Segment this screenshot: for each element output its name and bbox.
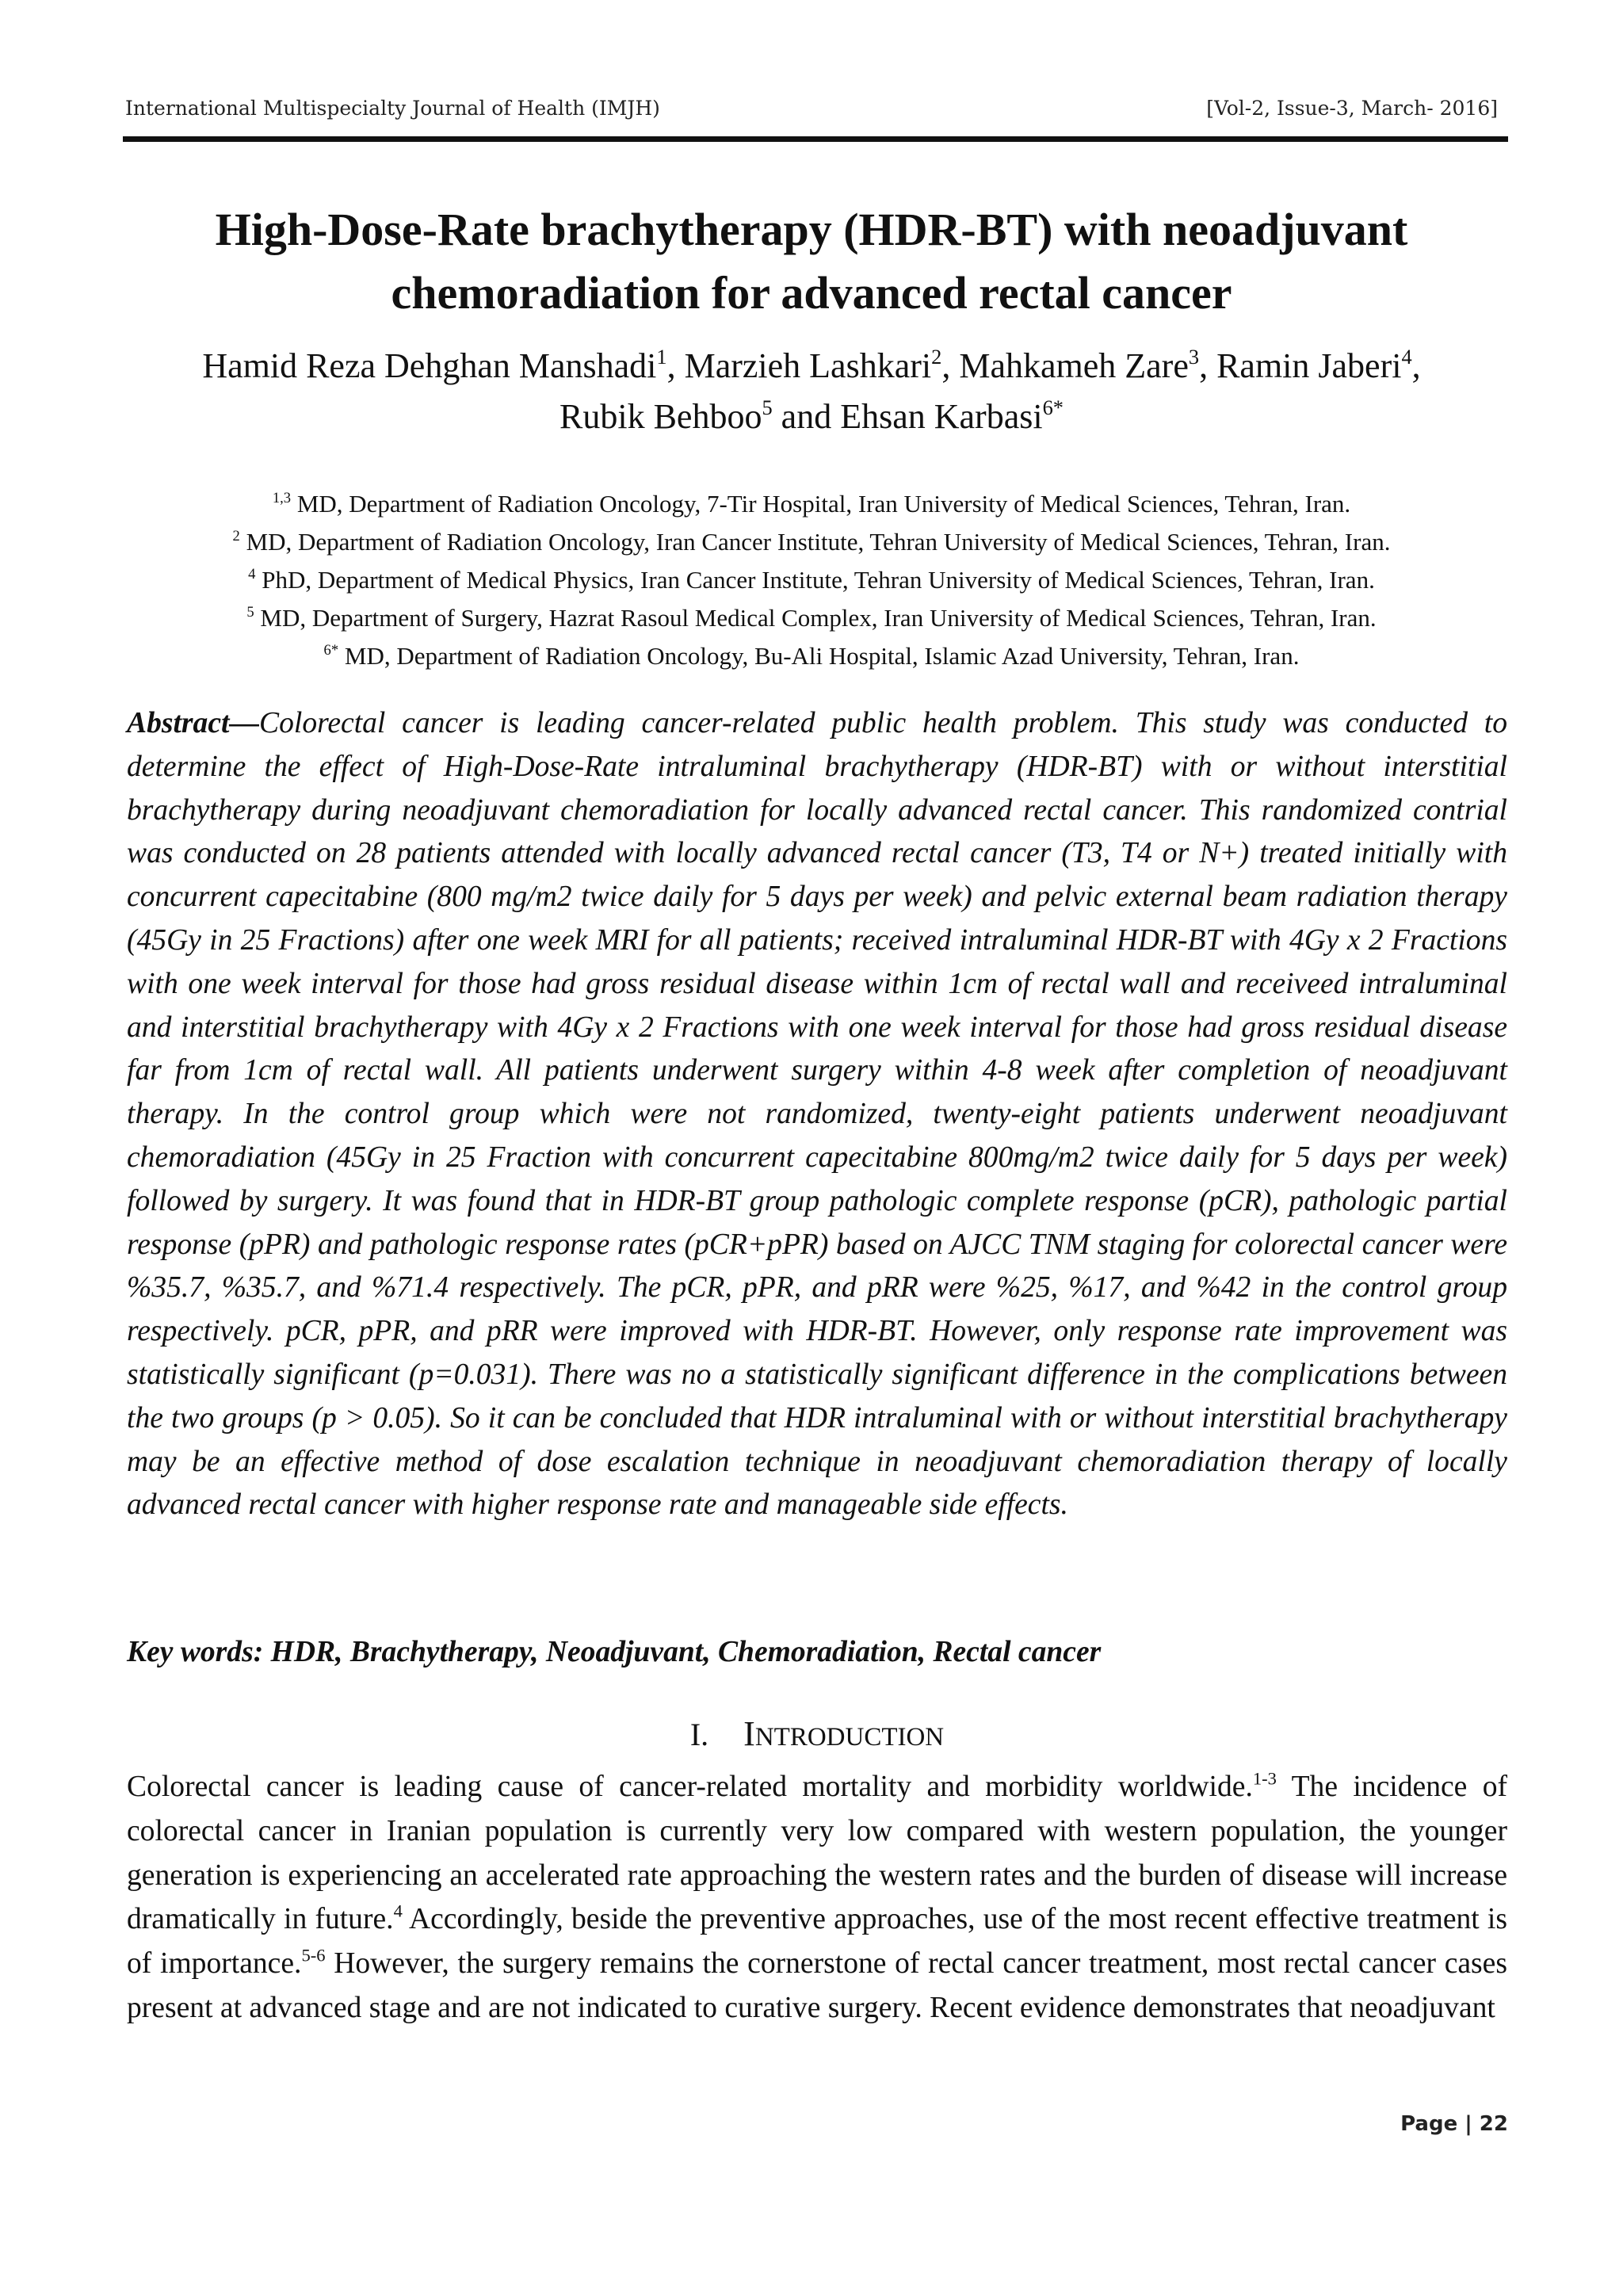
journal-name: International Multispecialty Journal of Health (IMJH) — [125, 97, 660, 120]
affiliation-sup: 2 — [232, 527, 240, 544]
author-sup: 5 — [762, 395, 773, 419]
affiliation-text: MD, Department of Radiation Oncology, Iran Cancer Institute, Tehran University of Medical Sciences, Tehran, Iran. — [239, 528, 1391, 556]
abstract-label: Abstract— — [127, 707, 260, 739]
affiliation-sup: 6* — [323, 641, 339, 659]
page-number: Page | 22 — [1400, 2112, 1508, 2136]
author-sup: 4 — [1401, 344, 1412, 369]
author-sup: 1 — [656, 344, 667, 369]
author-sup: 3 — [1188, 344, 1200, 369]
section-heading-introduction — [127, 1712, 1507, 1759]
author-sup: 6* — [1042, 395, 1064, 419]
author-name: Marzieh Lashkari — [684, 346, 932, 385]
author-name: Rubik Behboo — [559, 397, 762, 436]
abstract — [127, 702, 1507, 1527]
running-header — [125, 97, 1498, 120]
intro-text: The incidence of colorectal cancer in Iranian population is currently very low compared with western population, the younger generation is experiencing an accelerated rate approaching the western rates and the burden of disease will increase dramatically in future. — [127, 1771, 1507, 1936]
section-title-first-letter: I — [743, 1714, 755, 1753]
affiliation-sup: 1,3 — [272, 489, 292, 506]
author-sep: , — [941, 346, 960, 385]
author-sep: , — [666, 346, 685, 385]
keywords: Key words: HDR, Brachytherapy, Neoadjuvant, Chemoradiation, Rectal cancer — [127, 1636, 1102, 1668]
header-rule — [123, 136, 1508, 142]
title-line-2: chemoradiation for advanced rectal cancer — [391, 267, 1232, 319]
affiliation — [95, 523, 1528, 561]
affiliation-text: MD, Department of Radiation Oncology, Bu-Ali Hospital, Islamic Azad University, Tehran, Iran. — [338, 642, 1300, 670]
author-name: Mahkameh Zare — [959, 346, 1189, 385]
intro-text: Accordingly, beside the preventive approaches, use of the most recent effective treatment is of importance. — [127, 1903, 1507, 1981]
affiliation — [95, 561, 1528, 599]
affiliation-sup: 5 — [246, 603, 254, 621]
title-line-1: High-Dose-Rate brachytherapy (HDR-BT) with neoadjuvant — [215, 204, 1408, 255]
affiliation-sup: 4 — [248, 565, 256, 583]
author-list — [95, 341, 1528, 442]
affiliation-text: MD, Department of Radiation Oncology, 7-Tir Hospital, Iran University of Medical Sciences, Tehran, Iran. — [291, 490, 1351, 518]
author-sep: , — [1411, 346, 1421, 385]
section-number: I. — [689, 1717, 709, 1752]
citation-sup: 1-3 — [1252, 1768, 1277, 1789]
citation-sup: 4 — [393, 1901, 403, 1921]
author-name: Ramin Jaberi — [1216, 346, 1402, 385]
author-sep: and — [772, 397, 841, 436]
author-sup: 2 — [931, 344, 942, 369]
section-title-rest: NTRODUCTION — [754, 1723, 945, 1752]
intro-text: Colorectal cancer is leading cause of cancer-related mortality and morbidity worldwide. — [127, 1771, 1253, 1803]
introduction-paragraph — [127, 1765, 1507, 2030]
affiliation-list — [95, 485, 1528, 675]
affiliation — [95, 599, 1528, 637]
abstract-text: Colorectal cancer is leading cancer-related public health problem. This study was conducted to determine the effect of High-Dose-Rate intraluminal brachytherapy (HDR-BT) with or without interstitial brachytherapy during neoadjuvant chemoradiation for locally advanced rectal cancer. This randomized contrial was conducted on 28 patients attended with locally advanced rectal cancer (T3, T4 or N+) treated initially with concurrent capecitabine (800 mg/m2 twice daily for 5 days per week) and pelvic external beam radiation therapy (45Gy in 25 Fractions) after one week MRI for all patients; received intraluminal HDR-BT with 4Gy x 2 Fractions with one week interval for those had gross residual disease within 1cm of rectal wall and receiveed intraluminal and interstitial brachytherapy with 4Gy x 2 Fractions with one week interval for those had gross residual disease far from 1cm of rectal wall. All patients underwent surgery within 4-8 week after completion of neoadjuvant therapy. In the control group which were not randomized, twenty-eight patients underwent neoadjuvant chemoradiation (45Gy in 25 Fraction with concurrent capecitabine 800mg/m2 twice daily for 5 days per week) followed by surgery. It was found that in HDR-BT group pathologic complete response (pCR), pathologic partial response (pPR) and pathologic response rates (pCR+pPR) based on AJCC TNM staging for colorectal cancer were %35.7, %35.7, and %71.4 respectively. The pCR, pPR, and pRR were %25, %17, and %42 in the control group respectively. pCR, pPR, and pRR were improved with HDR-BT. However, only response rate improvement was statistically significant (p=0.031). There was no a statistically significant difference in the complications between the two groups (p > 0.05). So it can be concluded that HDR intraluminal with or without interstitial brachytherapy may be an effective method of dose escalation technique in neoadjuvant chemoradiation therapy of locally advanced rectal cancer with higher response rate and manageable side effects. — [127, 707, 1507, 1522]
intro-text: However, the surgery remains the cornerstone of rectal cancer treatment, most rectal cancer cases present at advanced stage and are not indicated to curative surgery. Recent evidence demonstrates that neoadjuvant — [127, 1947, 1507, 2024]
affiliation — [95, 485, 1528, 523]
author-name: Ehsan Karbasi — [840, 397, 1043, 436]
author-sep: , — [1199, 346, 1217, 385]
citation-sup: 5-6 — [301, 1945, 326, 1966]
author-name: Hamid Reza Dehghan Manshadi — [202, 346, 657, 385]
affiliation — [95, 637, 1528, 675]
affiliation-text: PhD, Department of Medical Physics, Iran Cancer Institute, Tehran University of Medical Sciences, Tehran, Iran. — [255, 566, 1375, 594]
paper-title — [95, 198, 1528, 325]
affiliation-text: MD, Department of Surgery, Hazrat Rasoul Medical Complex, Iran University of Medical Sciences, Tehran, Iran. — [254, 604, 1377, 632]
issue-info: [Vol-2, Issue-3, March- 2016] — [1206, 97, 1498, 120]
